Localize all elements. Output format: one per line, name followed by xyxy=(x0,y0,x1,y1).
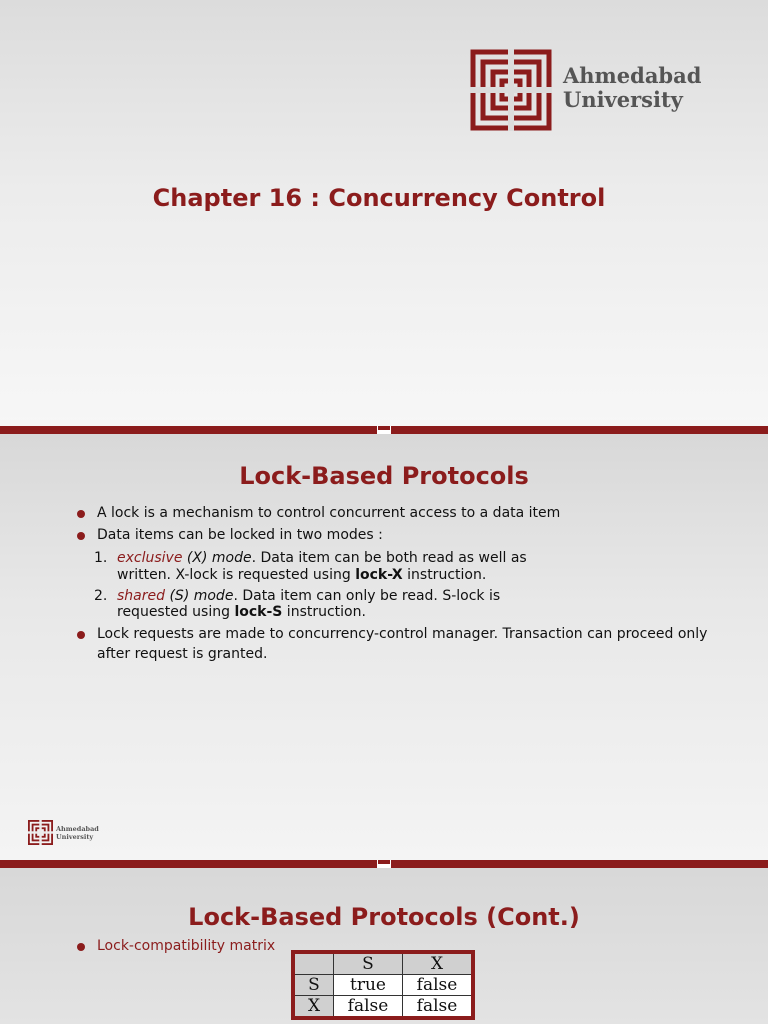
mode-term: shared xyxy=(117,588,166,604)
slide-divider xyxy=(0,426,768,434)
mode-desc: requested using xyxy=(117,604,235,620)
slide-lock-protocols xyxy=(0,434,768,860)
bullet-icon xyxy=(77,532,85,540)
mode-desc: . Data item can be both read as well as xyxy=(251,550,527,566)
slide-title: Lock-Based Protocols xyxy=(239,462,529,490)
list-item-text xyxy=(117,566,486,585)
logo-line1: Ahmedabad xyxy=(563,63,702,88)
logo-line1: Ahmedabad xyxy=(56,825,99,833)
list-item-text xyxy=(117,603,366,622)
mode-label: (S) mode xyxy=(165,588,234,604)
lock-command: lock-S xyxy=(234,604,283,620)
matrix-cell: false xyxy=(403,975,474,996)
logo-line2: University xyxy=(56,833,94,841)
list-number: 2. xyxy=(94,588,108,604)
bullet-text: after request is granted. xyxy=(97,646,268,662)
bullet-text: Data items can be locked in two modes : xyxy=(97,527,383,543)
mode-desc: written. X-lock is requested using xyxy=(117,567,356,583)
mode-desc: . Data item can only be read. S-lock is xyxy=(233,588,501,604)
university-logo-icon xyxy=(470,49,552,131)
matrix-cell: true xyxy=(334,975,403,996)
matrix-row-header: S xyxy=(293,975,334,996)
matrix-cell: false xyxy=(334,996,403,1019)
mode-term: exclusive xyxy=(117,550,183,566)
lock-command: lock-X xyxy=(355,567,403,583)
chapter-title: Chapter 16 : Concurrency Control xyxy=(152,184,606,212)
matrix-corner xyxy=(293,952,334,975)
matrix-header: X xyxy=(403,952,474,975)
mode-label: (X) mode xyxy=(182,550,252,566)
bullet-text: A lock is a mechanism to control concurrent access to a data item xyxy=(97,505,561,521)
bullet-text: Lock-compatibility matrix xyxy=(97,938,276,954)
bullet-text: Lock requests are made to concurrency-control manager. Transaction can proceed only xyxy=(97,626,708,642)
slide-title: Lock-Based Protocols (Cont.) xyxy=(188,903,580,931)
slide-lock-protocols-cont xyxy=(0,868,768,1024)
bullet-icon xyxy=(77,631,85,639)
mode-desc: instruction. xyxy=(282,604,366,620)
logo-line2: University xyxy=(563,87,683,112)
university-logo-icon xyxy=(28,820,53,845)
slide-divider xyxy=(0,860,768,868)
matrix-header: S xyxy=(334,952,403,975)
mode-desc: instruction. xyxy=(402,567,487,583)
bullet-icon xyxy=(77,510,85,518)
bullet-icon xyxy=(77,943,85,951)
matrix-cell: false xyxy=(403,996,474,1019)
lock-compatibility-matrix xyxy=(291,950,475,1020)
slide-title xyxy=(0,0,768,426)
matrix-row-header: X xyxy=(293,996,334,1019)
list-number: 1. xyxy=(94,550,108,566)
